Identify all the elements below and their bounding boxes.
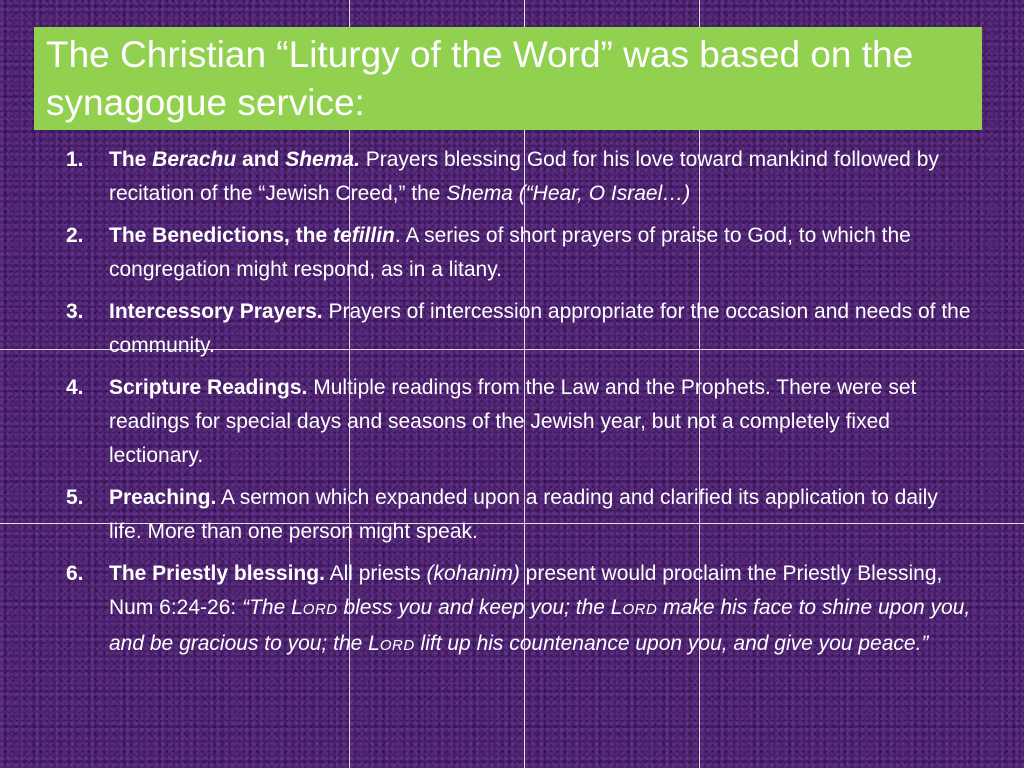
item-number: 3. (66, 300, 84, 323)
numbered-list (66, 143, 976, 671)
slide-title-box (34, 27, 982, 130)
item-number: 5. (66, 486, 84, 509)
item-text: Intercessory Prayers. Prayers of intercession appropriate for the occasion and needs of the community. (109, 300, 971, 357)
item-number: 2. (66, 224, 84, 247)
blessing-quote: “The LORD bless you and keep you; the LORD make his face to shine upon you, and be gracious to you; the LORD lift up his countenance upon you, and give you peace.” (109, 596, 971, 655)
item-text: Preaching. A sermon which expanded upon a reading and clarified its application to daily life. More than one person might speak. (109, 486, 938, 543)
item-number: 4. (66, 376, 84, 399)
item-text: The Priestly blessing. All priests (kohanim) present would proclaim the Priestly Blessing, Num 6:24-26: “The LORD bless you and keep you; the LORD make his face to shine upon you, and be gracious to you; the LORD lift up his countenance upon you, and give you peace.” (109, 562, 971, 655)
slide-title: The Christian “Liturgy of the Word” was based on the synagogue service: (46, 34, 914, 123)
item-number: 6. (66, 562, 84, 585)
item-text: Scripture Readings. Multiple readings from the Law and the Prophets. There were set readings for special days and seasons of the Jewish year, but not a completely fixed lectionary. (109, 376, 917, 467)
item-text: The Berachu and Shema. Prayers blessing God for his love toward mankind followed by recitation of the “Jewish Creed,” the Shema (“Hear, O Israel…) (109, 148, 939, 205)
list-item (66, 295, 976, 363)
item-number: 1. (66, 148, 84, 171)
list-item (66, 557, 976, 663)
list-item (66, 371, 976, 473)
list-item (66, 143, 976, 211)
list-item (66, 481, 976, 549)
item-text: The Benedictions, the tefillin. A series of short prayers of praise to God, to which the congregation might respond, as in a litany. (109, 224, 911, 281)
list-item (66, 219, 976, 287)
